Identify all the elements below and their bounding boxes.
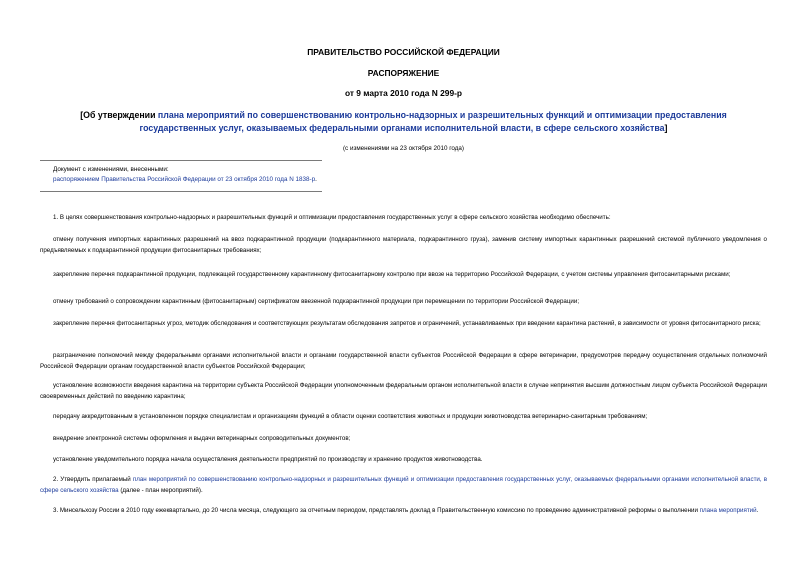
document-title <box>80 109 727 135</box>
changes-line <box>53 175 317 185</box>
document-date-number: от 9 марта 2010 года N 299-р <box>344 88 463 98</box>
document-type-heading: РАСПОРЯЖЕНИЕ <box>367 68 440 78</box>
paragraph-2 <box>40 474 767 496</box>
paragraph-quarantine-introduction: установление возможности введения карантина на территории субъекта Российской Федерации уполномоченным федеральным органом исполнительной власти в случае непринятия высшим должностным лицом субъекта Российской Федерации своевременных действий по введению карантина; <box>40 382 767 400</box>
amending-order-suffix: . <box>315 176 317 183</box>
title-plan-link[interactable]: плана мероприятий по совершенствованию контрольно-надзорных и разрешительных функций и оптимизации предоставления государственных услуг, оказываемых федеральными органами исполнительной власти, в сфере сельского хозяйства <box>139 110 727 133</box>
action-plan-link[interactable]: план мероприятий по совершенствованию контрольно-надзорных и разрешительных функций и оптимизации предоставления государственных услуг, оказываемых федеральными органами исполнительной власти, в сфере сельского хозяйства <box>40 476 768 494</box>
changes-label: Документ с изменениями, внесенными: <box>53 166 169 173</box>
paragraph-3 <box>40 505 767 516</box>
paragraph-2-prefix: 2. Утвердить прилагаемый <box>53 476 133 483</box>
changes-divider-top <box>40 160 322 161</box>
paragraph-accredited-specialists: передачу аккредитованным в установленном порядке специалистам и организациям функций в области оценки соответствия животных и продукции животноводства ветеринарно-санитарным требованиям; <box>53 413 648 420</box>
action-plan-short-link[interactable]: плана мероприятий <box>699 507 757 514</box>
changes-block <box>53 165 317 185</box>
paragraph-notification-procedure: установление уведомительного порядка начала осуществления деятельности предприятий по производству и хранению продуктов животноводства. <box>53 456 483 463</box>
changes-divider-bottom <box>40 191 322 192</box>
amending-order-link[interactable]: распоряжением Правительства Российской Федерации от 23 октября 2010 года N 1838-р <box>53 176 316 183</box>
paragraph-3-suffix: . <box>756 507 759 514</box>
paragraph-phytosanitary-threats: закрепление перечня фитосанитарных угроз, методик обследования и соответствующих результатам обследования запретов и ограничений, устанавливаемых при введении карантина растений, в зависимости от уровня фитосанитарного риска; <box>53 320 761 327</box>
paragraph-1: 1. В целях совершенствования контрольно-надзорных и разрешительных функций и оптимизации предоставления государственных услуг в сфере сельского хозяйства необходимо обеспечить: <box>53 214 611 221</box>
paragraph-certificate: отмену требований о сопровождении карантинным (фитосанитарным) сертификатом ввезенной подкарантинной продукции при перемещении по территории Российской Федерации; <box>53 298 580 305</box>
paragraph-powers-division: разграничение полномочий между федеральными органами исполнительной власти и органами государственной власти субъектов Российской Федерации в сфере ветеринарии, предусмотрев передачу осуществления отдельных полномочий Российской Федерации органам государственной власти субъектов Российской Федерации; <box>40 352 767 370</box>
paragraph-3-prefix: 3. Минсельхозу России в 2010 году ежеквартально, до 20 числа месяца, следующего за отчетным периодом, представлять доклад в Правительственную комиссию по проведению административной реформы о выполнении <box>53 507 700 514</box>
paragraph-2-suffix: (далее - план мероприятий). <box>118 487 203 494</box>
paragraph-quarantine-list: закрепление перечня подкарантинной продукции, подлежащей государственному карантинному фитосанитарному контролю при ввозе на территорию Российской Федерации, с учетом системы управления фитосанитарными рисками; <box>53 271 731 278</box>
paragraph-electronic-system: внедрение электронной системы оформления и выдачи ветеринарных сопроводительных документов; <box>53 435 351 442</box>
amendment-note: (с изменениями на 23 октября 2010 года) <box>342 145 465 152</box>
title-suffix: ] <box>664 123 668 133</box>
government-heading: ПРАВИТЕЛЬСТВО РОССИЙСКОЙ ФЕДЕРАЦИИ <box>307 47 500 57</box>
title-prefix: [Об утверждении <box>80 110 158 120</box>
paragraph-import-permits: отмену получения импортных карантинных разрешений на ввоз подкарантинной продукции (подкарантинного материала, подкарантинного груза), заменив систему импортных карантинных разрешений системой публичного уведомления о предъявляемых к подкарантинной продукции фитосанитарных требованиях; <box>40 236 767 254</box>
